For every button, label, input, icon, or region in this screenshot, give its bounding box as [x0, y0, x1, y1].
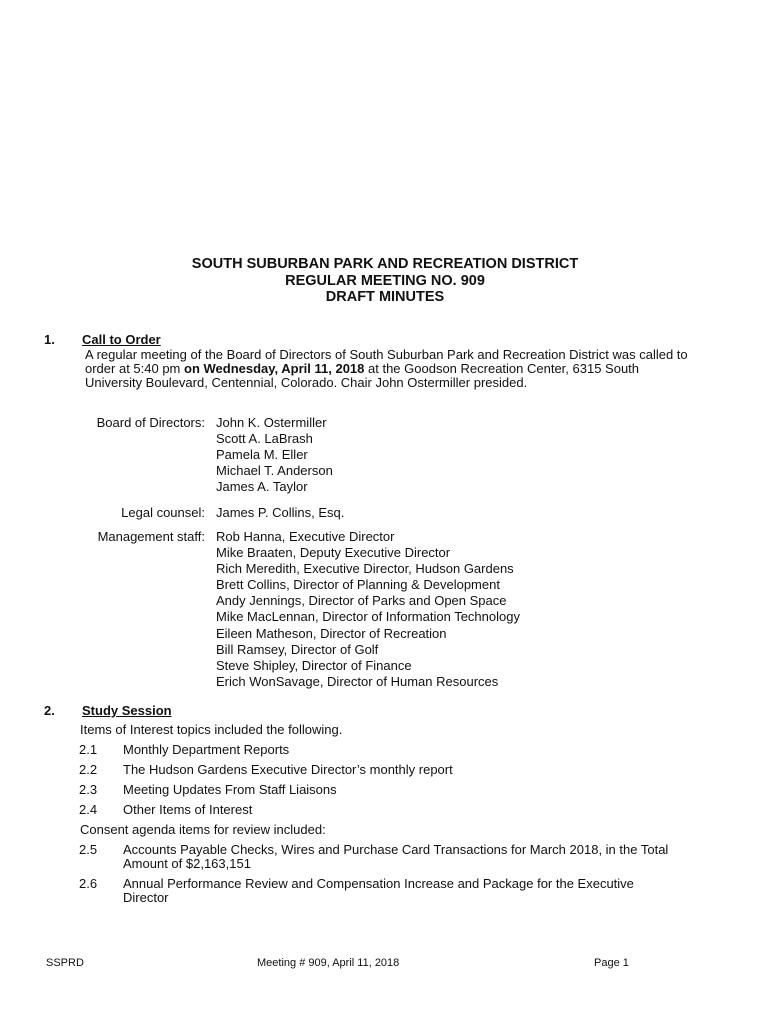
footer-left: SSPRD	[46, 957, 84, 969]
title-district: SOUTH SUBURBAN PARK AND RECREATION DISTRICT	[191, 256, 579, 272]
item-text: Monthly Department Reports	[123, 742, 290, 757]
footer-center: Meeting # 909, April 11, 2018	[257, 957, 400, 969]
title-meeting-number: REGULAR MEETING NO. 909	[285, 272, 485, 289]
section-2-heading: Study Session	[82, 703, 172, 718]
section-1-number: 1.	[44, 332, 55, 347]
item-text: Accounts Payable Checks, Wires and Purchase Card Transactions for March 2018, in the Total Amount of $2,163,151	[123, 842, 669, 871]
item-number: 2.1	[79, 742, 98, 757]
list-item: Michael T. Anderson	[216, 463, 333, 479]
meeting-date: on Wednesday, April 11, 2018	[184, 361, 365, 376]
list-item: Rob Hanna, Executive Director	[216, 529, 395, 544]
consent-intro: Consent agenda items for review included:	[80, 822, 326, 837]
list-item: James A. Taylor	[216, 479, 308, 495]
section-1-paragraph	[85, 348, 695, 390]
item-text: Other Items of Interest	[123, 802, 253, 817]
list-item: Rich Meredith, Executive Director, Hudson Gardens	[216, 561, 514, 577]
staff-label: Management staff:	[97, 529, 205, 544]
list-item: Pamela M. Eller	[216, 447, 308, 463]
item-number: 2.2	[79, 762, 98, 777]
board-label: Board of Directors:	[96, 415, 205, 430]
item-text: Annual Performance Review and Compensation Increase and Package for the Executive Director	[123, 876, 634, 905]
list-item: Erich WonSavage, Director of Human Resources	[216, 673, 499, 689]
list-item: Andy Jennings, Director of Parks and Open Space	[216, 593, 507, 609]
item-text: The Hudson Gardens Executive Director’s monthly report	[123, 762, 453, 777]
item-number: 2.5	[79, 842, 98, 857]
item-number: 2.4	[79, 802, 98, 817]
list-item: Bill Ramsey, Director of Golf	[216, 641, 379, 657]
list-item: Mike Braaten, Deputy Executive Director	[216, 545, 451, 561]
paragraph-text-end: at the Goodson Recreation Center, 6315 South University Boulevard, Centennial, Colorado. Chair John Ostermiller presided.	[85, 361, 640, 390]
list-item: Mike MacLennan, Director of Information Technology	[216, 609, 520, 625]
list-item: Scott A. LaBrash	[216, 431, 313, 447]
legal-value: James P. Collins, Esq.	[216, 505, 345, 520]
paragraph-text-start: A regular meeting of the Board of Directors of South Suburban Park and Recreation District was called to order at 5:40 pm	[85, 347, 688, 376]
section-2-intro: Items of Interest topics included the following.	[80, 722, 343, 737]
legal-label: Legal counsel:	[121, 505, 205, 520]
title-draft-minutes: DRAFT MINUTES	[325, 289, 445, 305]
section-1-heading: Call to Order	[82, 332, 161, 347]
list-item: Steve Shipley, Director of Finance	[216, 657, 412, 673]
item-number: 2.6	[79, 876, 98, 891]
footer-page-number: Page 1	[594, 957, 629, 969]
staff-list	[216, 529, 520, 690]
document-title	[0, 256, 770, 306]
list-item: Brett Collins, Director of Planning & Development	[216, 577, 500, 593]
list-item: John K. Ostermiller	[216, 415, 327, 430]
item-number: 2.3	[79, 782, 98, 797]
board-list	[216, 415, 333, 495]
list-item: Eileen Matheson, Director of Recreation	[216, 625, 447, 641]
item-text: Meeting Updates From Staff Liaisons	[123, 782, 337, 797]
section-2-number: 2.	[44, 703, 55, 718]
